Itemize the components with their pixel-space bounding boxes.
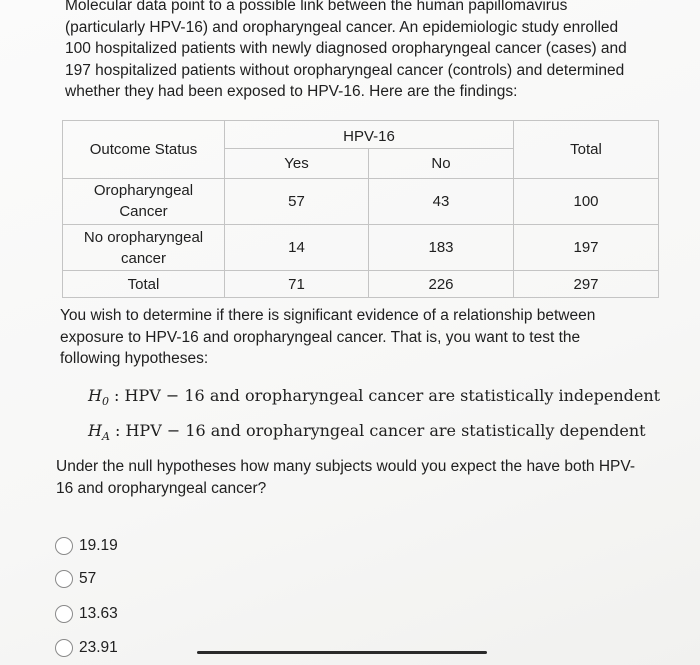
row-label-line: No oropharyngeal [83, 228, 204, 246]
cell-no: 43 [369, 178, 514, 224]
hypothesis-text: : HPV − 16 and oropharyngeal cancer are statistically independent [108, 386, 661, 405]
row-label: Total [63, 271, 225, 298]
cell-no: 226 [369, 271, 514, 298]
answer-option[interactable] [55, 602, 118, 626]
intro-line: 100 hospitalized patients with newly diagnosed oropharyngeal cancer (cases) and [65, 40, 627, 57]
intro-line: (particularly HPV-16) and oropharyngeal cancer. An epidemiologic study enrolled [65, 18, 619, 36]
answer-option-label: 23.91 [79, 639, 118, 656]
answer-option-label: 57 [79, 570, 97, 587]
cell-yes: 71 [225, 271, 369, 298]
intro-line: Molecular data point to a possible link between the human papillomavirus [65, 0, 568, 14]
radio-button[interactable] [55, 537, 73, 555]
intro-line: 197 hospitalized patients without oropharyngeal cancer (controls) and determined [65, 61, 625, 79]
row-label [63, 224, 225, 270]
hypothesis-symbol: $H_0$ [88, 386, 109, 409]
cell-yes: 57 [225, 178, 369, 224]
question-line: Under the null hypotheses how many subjects would you expect the have both HPV- [56, 458, 636, 475]
no-header: No [369, 148, 514, 178]
answer-option[interactable] [55, 636, 118, 660]
answer-option[interactable] [55, 534, 118, 558]
findings-table [62, 120, 659, 298]
cell-yes: 14 [225, 224, 369, 270]
row-label-line: Cancer [119, 203, 168, 221]
home-indicator-bar [197, 651, 487, 654]
cell-total: 297 [514, 271, 659, 298]
row-label [63, 178, 225, 224]
row-label-line: cancer [120, 249, 167, 267]
question-paragraph [60, 305, 670, 370]
cell-total: 100 [514, 178, 659, 224]
intro-line: whether they had been exposed to HPV-16. Here are the findings: [65, 83, 518, 100]
radio-button[interactable] [55, 570, 73, 588]
outcome-status-header: Outcome Status [63, 121, 225, 179]
hypothesis-text: : HPV − 16 and oropharyngeal cancer are statistically dependent [109, 421, 646, 440]
radio-button[interactable] [55, 639, 73, 657]
intro-paragraph [65, 0, 665, 103]
hypothesis-symbol: $H_A$ [88, 421, 110, 444]
answer-option-label: 13.63 [79, 605, 118, 622]
table-header-row [63, 121, 659, 149]
cell-total: 197 [514, 224, 659, 270]
table-row [63, 224, 659, 270]
null-hypothesis [88, 386, 660, 408]
question-prompt [56, 456, 676, 499]
answer-option[interactable] [55, 567, 96, 591]
row-label-line: Oropharyngeal [93, 182, 194, 200]
question-line: following hypotheses: [60, 350, 209, 367]
table-total-row [63, 271, 659, 298]
answer-option-label: 19.19 [79, 537, 118, 554]
cell-no: 183 [369, 224, 514, 270]
alternative-hypothesis [88, 421, 646, 443]
question-line: 16 and oropharyngeal cancer? [56, 479, 267, 497]
total-header: Total [514, 121, 659, 179]
question-line: You wish to determine if there is significant evidence of a relationship between [60, 307, 596, 324]
radio-button[interactable] [55, 605, 73, 623]
question-line: exposure to HPV-16 and oropharyngeal cancer. That is, you want to test the [60, 328, 581, 346]
yes-header: Yes [225, 148, 369, 178]
hpv16-header: HPV-16 [225, 121, 514, 149]
table-row [63, 178, 659, 224]
